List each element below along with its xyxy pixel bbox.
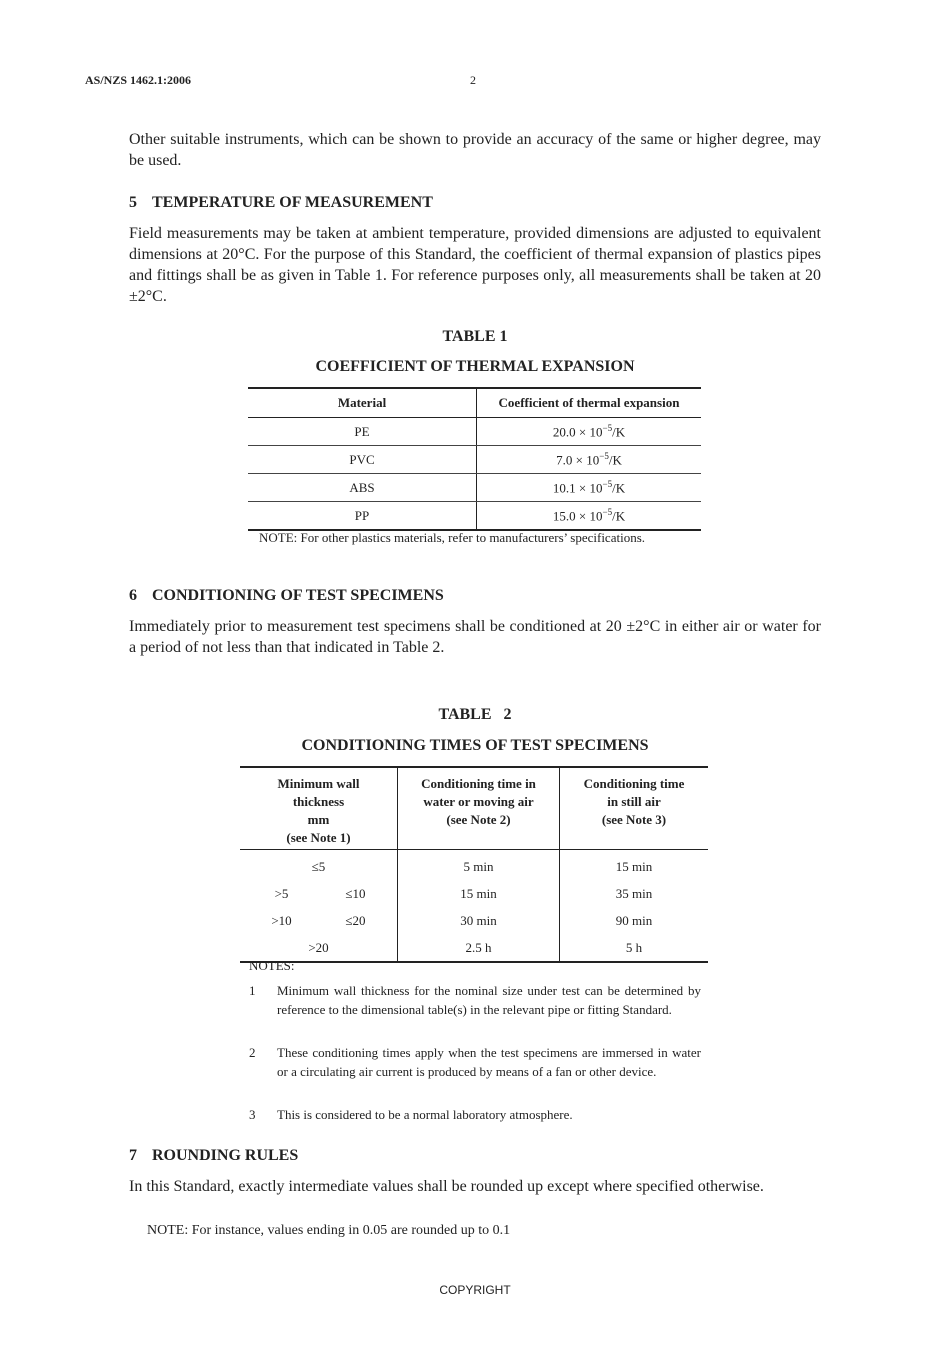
section-title: TEMPERATURE OF MEASUREMENT	[152, 194, 433, 211]
water-time-cell: 15 min	[398, 880, 560, 907]
coefficient-cell: $10.1 \times 10^{-5}/K$	[477, 474, 702, 502]
thickness-cell: ≤5	[240, 850, 398, 881]
section-5-heading	[129, 194, 433, 212]
material-cell: PVC	[248, 446, 477, 474]
document-id: AS/NZS 1462.1:2006	[85, 73, 192, 87]
column-header: Material	[248, 388, 477, 418]
table-2-label: TABLE 2	[438, 706, 512, 723]
air-time-cell: 15 min	[615, 858, 653, 874]
water-time-cell: 5 min	[398, 850, 560, 881]
column-header: Conditioning time in still air (see Note 3)	[560, 767, 709, 850]
table-row	[248, 502, 701, 531]
table-row	[240, 934, 708, 962]
section-7-body: In this Standard, exactly intermediate values shall be rounded up except where specified otherwise.	[129, 1178, 764, 1195]
section-number: 6	[129, 587, 137, 604]
air-time-cell: 5 h	[625, 939, 643, 955]
column-header: Conditioning time in water or moving air (see Note 2)	[398, 767, 560, 850]
section-title: ROUNDING RULES	[152, 1147, 299, 1164]
thermal-expansion-table	[248, 387, 701, 531]
thickness-cell: >20	[240, 934, 398, 962]
air-time-cell: 90 min	[615, 912, 653, 928]
table-1-label: TABLE 1	[442, 328, 508, 345]
table-row	[240, 880, 708, 907]
coefficient-cell: $15.0 \times 10^{-5}/K$	[552, 506, 626, 524]
material-cell: PP	[248, 502, 477, 531]
note-item: 3 This is considered to be a normal laboratory atmosphere.	[249, 1107, 573, 1122]
page-number: 2	[470, 73, 476, 87]
note-item: 2 These conditioning times apply when the test specimens are immersed in water or a circulating air current is produced by means of a fan or other device.	[249, 1045, 701, 1079]
notes-heading: NOTES:	[249, 958, 295, 973]
section-7-note: NOTE: For instance, values ending in 0.05 are rounded up to 0.1	[147, 1223, 511, 1238]
table-row	[240, 850, 708, 881]
thickness-cell: >10 ≤20	[240, 907, 398, 934]
table-row	[248, 418, 701, 446]
section-number: 7	[129, 1147, 137, 1164]
water-time-cell: 2.5 h	[398, 934, 560, 962]
copyright-footer: COPYRIGHT	[439, 1283, 511, 1297]
water-time-cell: 30 min	[398, 907, 560, 934]
table-1-title: COEFFICIENT OF THERMAL EXPANSION	[315, 358, 635, 375]
note-item: 1 Minimum wall thickness for the nominal size under test can be determined by reference to the dimensional table(s) in the relevant pipe or fitting Standard.	[249, 983, 701, 1017]
table-row	[248, 446, 701, 474]
section-6-heading	[129, 587, 444, 605]
column-header: Minimum wall thickness mm (see Note 1)	[240, 767, 398, 850]
section-5-body: Field measurements may be taken at ambient temperature, provided dimensions are adjusted to equivalent dimensions at 20°C. For the purpose of this Standard, the coefficient of thermal expansion of plastics pipes and fittings shall be as given in Table 1. For reference purposes only, all measurements shall be taken at 20 ±2°C.	[129, 225, 821, 305]
table-row	[248, 474, 701, 502]
section-6-body: Immediately prior to measurement test specimens shall be conditioned at 20 ±2°C in either air or water for a period of not less than that indicated in Table 2.	[129, 618, 821, 656]
air-time-cell: 35 min	[615, 885, 653, 901]
column-header: Coefficient of thermal expansion	[477, 388, 702, 418]
coefficient-cell: $7.0 \times 10^{-5}/K$	[477, 446, 702, 474]
table-1-note: NOTE: For other plastics materials, refer to manufacturers’ specifications.	[259, 530, 646, 545]
table-2-title: CONDITIONING TIMES OF TEST SPECIMENS	[301, 737, 649, 754]
conditioning-times-table	[240, 766, 708, 963]
section-number: 5	[129, 194, 137, 211]
material-cell: ABS	[248, 474, 477, 502]
thickness-cell: >5 ≤10	[240, 880, 398, 907]
table-row	[240, 907, 708, 934]
section-7-heading	[129, 1147, 298, 1165]
intro-paragraph: Other suitable instruments, which can be shown to provide an accuracy of the same or higher degree, may be used.	[129, 131, 821, 169]
coefficient-cell: $20.0 \times 10^{-5}/K$	[477, 418, 702, 446]
material-cell: PE	[248, 418, 477, 446]
section-title: CONDITIONING OF TEST SPECIMENS	[152, 587, 444, 604]
